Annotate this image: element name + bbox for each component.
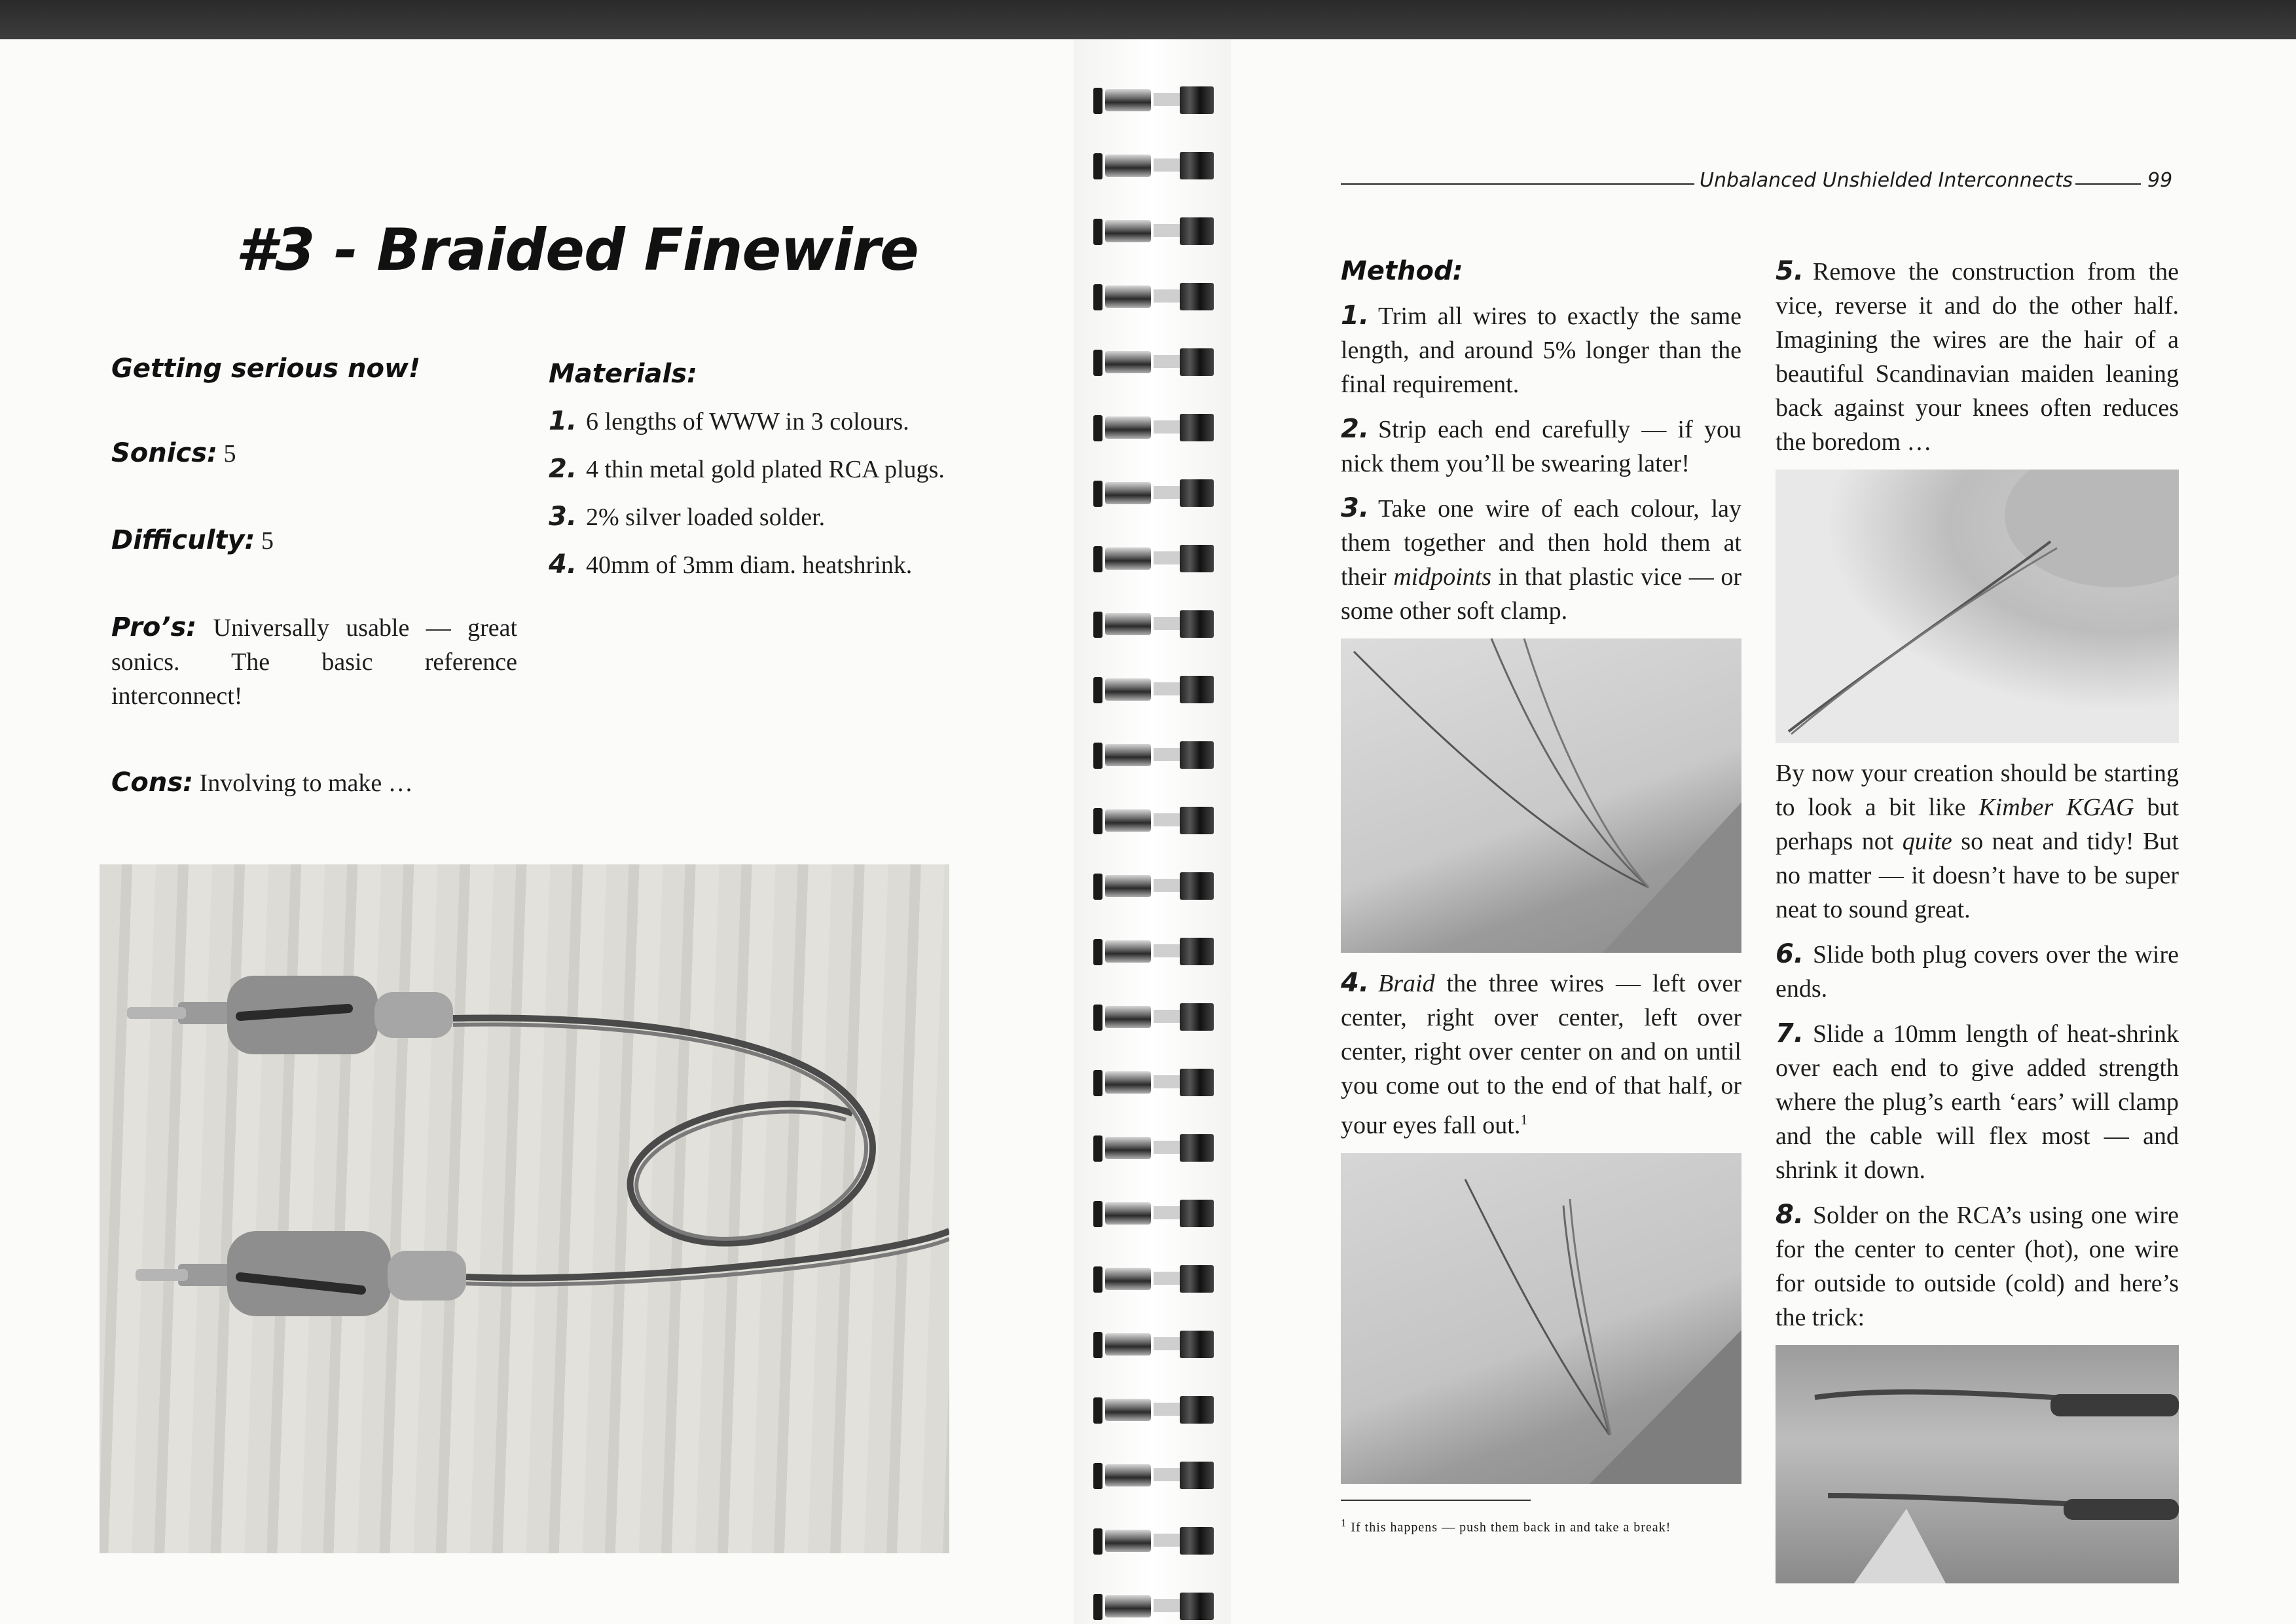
materials-list — [549, 357, 955, 582]
cons-block — [111, 766, 517, 800]
header-rule-right — [2075, 183, 2141, 185]
footnote-text: If this happens — push them back in and take a break! — [1351, 1520, 1671, 1535]
binding-coil — [1093, 1591, 1218, 1621]
binding-coil — [1093, 85, 1218, 115]
step-5: 5. Remove the construction from the vice, reverse it and do the other half. Imagining the wires are the hair of a beautiful Scandinavian maiden leaning back against your knees often reduces the boredom … — [1776, 256, 2179, 456]
wires-clamp-illustration — [1341, 638, 1741, 953]
kimber-paragraph: By now your creation should be starting to look a bit like Kimber KGAG but perhaps not quite so neat and tidy! But no matter — it doesn’t have to be super neat to sound great. — [1776, 760, 2179, 923]
sonics-rating — [111, 436, 517, 471]
running-title: Unbalanced Unshielded Interconnects — [1700, 169, 2073, 192]
binding-coil — [1093, 1264, 1218, 1294]
sonics-label: Sonics: — [111, 438, 217, 468]
step-8: 8. Solder on the RCA’s using one wire for the center to center (hot), one wire for outside to outside (cold) and here’s the trick: — [1776, 1200, 2179, 1331]
binding-coil — [1093, 805, 1218, 836]
footnote-rule — [1341, 1500, 1531, 1501]
method-column-1 — [1341, 254, 1741, 1497]
subtitle: Getting serious now! — [111, 354, 421, 384]
method-heading: Method: — [1341, 256, 1463, 286]
sonics-value: 5 — [223, 440, 236, 468]
braid-start-illustration — [1341, 1153, 1741, 1484]
materials-item: 4. 40mm of 3mm diam. heatshrink. — [549, 549, 913, 580]
binding-coil — [1093, 1198, 1218, 1228]
project-summary — [111, 354, 517, 853]
pros-label: Pro’s: — [111, 612, 197, 642]
cons-text: Involving to make … — [199, 769, 413, 797]
braid-start-photo — [1341, 1153, 1741, 1484]
pros-text: Universally usable — great sonics. The basic reference interconnect! — [111, 614, 518, 710]
step-3: 3. Take one wire of each colour, lay them together and then hold them at their midpoints in that plastic vice — or some other soft clamp. — [1341, 493, 1741, 625]
subtitle-block — [111, 354, 517, 384]
cons-label: Cons: — [111, 767, 194, 798]
spiral-binding — [1074, 39, 1231, 1624]
step-1: 1. Trim all wires to exactly the same length, and around 5% longer than the final requirement. — [1341, 301, 1741, 398]
binding-coil — [1093, 936, 1218, 967]
difficulty-value: 5 — [261, 527, 274, 555]
binding-coil — [1093, 151, 1218, 181]
method-column-2 — [1776, 254, 2179, 1596]
hand-braid-illustration — [1776, 470, 2179, 743]
binding-coil — [1093, 1526, 1218, 1556]
materials-item: 3. 2% silver loaded solder. — [549, 502, 826, 532]
page-number: 99 — [2147, 169, 2173, 192]
difficulty-label: Difficulty: — [111, 525, 255, 555]
materials-item: 2. 4 thin metal gold plated RCA plugs. — [549, 454, 945, 484]
binding-coil — [1093, 1067, 1218, 1098]
plug-solder-illustration — [1776, 1345, 2179, 1583]
binding-coil — [1093, 609, 1218, 639]
interconnect-photo — [100, 864, 949, 1553]
binding-coil — [1093, 871, 1218, 901]
materials-item: 1. 6 lengths of WWW in 3 colours. — [549, 406, 909, 436]
binding-coil — [1093, 544, 1218, 574]
running-header — [1341, 169, 2179, 195]
footnote-ref: 1 — [1520, 1111, 1528, 1128]
binding-coil — [1093, 1002, 1218, 1032]
binding-coil — [1093, 1460, 1218, 1490]
footnote — [1341, 1514, 1741, 1537]
scan-top-edge — [0, 0, 2296, 39]
plug-solder-photo — [1776, 1345, 2179, 1583]
binding-coil — [1093, 347, 1218, 377]
binding-coil — [1093, 282, 1218, 312]
binding-coil — [1093, 740, 1218, 770]
project-title: #3 - Braided Finewire — [236, 216, 919, 284]
interconnect-illustration — [100, 864, 949, 1553]
materials-heading: Materials: — [549, 359, 697, 389]
header-rule-left — [1341, 183, 1694, 185]
binding-coil — [1093, 1133, 1218, 1163]
footnote-mark: 1 — [1341, 1517, 1347, 1529]
binding-coil — [1093, 478, 1218, 508]
step-2: 2. Strip each end carefully — if you nick them you’ll be swearing later! — [1341, 414, 1741, 477]
binding-coil — [1093, 413, 1218, 443]
pros-block — [111, 610, 517, 713]
step-7: 7. Slide a 10mm length of heat-shrink over each end to give added strength where the plug’s earth ‘ears’ will clamp and the cable will flex most — and shrink it down. — [1776, 1018, 2179, 1184]
wires-clamp-photo — [1341, 638, 1741, 953]
binding-coil — [1093, 1329, 1218, 1359]
hand-braid-photo — [1776, 470, 2179, 743]
binding-coil — [1093, 674, 1218, 705]
difficulty-rating — [111, 523, 517, 558]
binding-coil — [1093, 1395, 1218, 1425]
step-6: 6. Slide both plug covers over the wire ends. — [1776, 939, 2179, 1003]
step-4: 4. Braid the three wires — left over center, right over center, left over center, right over center on and on until you come out to the end of that half, or your eyes fall out.$^1$ — [1341, 968, 1741, 1139]
binding-coil — [1093, 216, 1218, 246]
